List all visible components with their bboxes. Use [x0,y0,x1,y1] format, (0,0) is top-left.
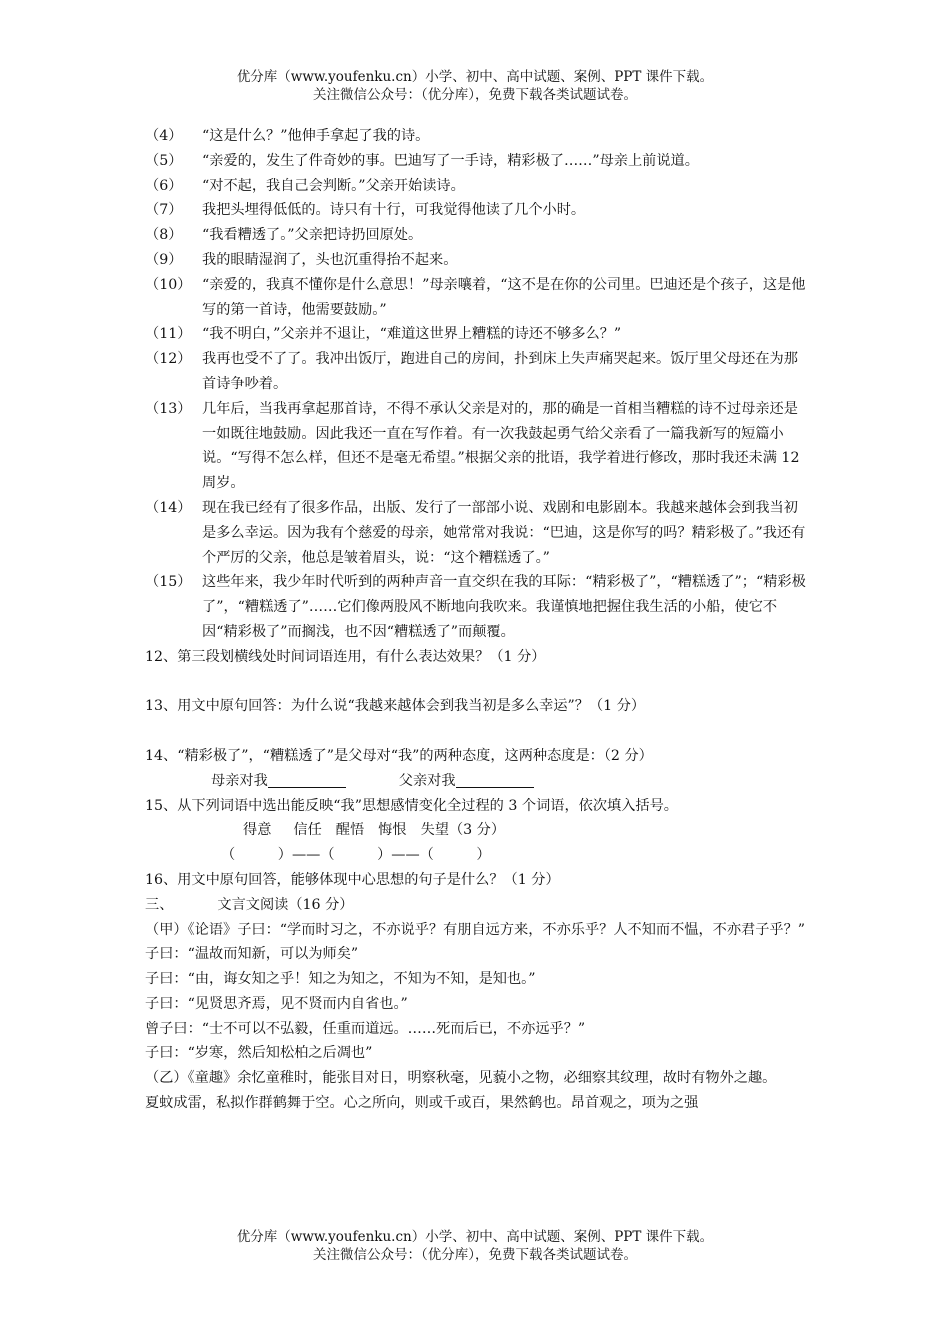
page-header [0,68,950,104]
paragraph-number: （4） [145,128,183,144]
header-line-2: 关注微信公众号：（优分库），免费下载各类试题试卷。 [313,87,637,103]
paragraph [145,397,810,496]
paragraph-text: “这是什么？”他伸手拿起了我的诗。 [202,128,430,144]
paragraph-number: （7） [145,202,183,219]
paragraph-number: （14） [145,499,192,516]
classical-text: 子曰：“温故而知新，可以为师矣” [145,946,359,963]
question-15-word-list [145,818,810,843]
paragraph-number: （6） [145,177,183,194]
paragraph [145,248,810,273]
header-line-1: 优分库（www.youfenku.cn）小学、初中、高中试题、案例、PPT 课件下载。 [236,69,714,85]
question-16: 16、用文中原句回答，能够体现中心思想的句子是什么？（1 分） [145,871,560,888]
paragraph-number: （15） [145,574,192,591]
father-label: 父亲对我 [398,772,456,789]
question-13: 13、用文中原句回答：为什么说“我越来越体会到我当初是多么幸运”？（1 分） [145,698,646,715]
paragraph-text: 我再也受不了了。我冲出饭厅，跑进自己的房间，扑到床上失声痛哭起来。饭厅里父母还在为那首诗争吵着。 [202,351,798,392]
paragraph-number: （5） [145,152,183,169]
paragraph-text: “对不起，我自己会判断。”父亲开始读诗。 [202,177,465,194]
classical-text: 曾子曰：“士不可以不弘毅，任重而道远。……死而后已，不亦远乎？” [145,1020,586,1037]
paragraph-number: （12） [145,351,192,368]
word-option: 得意 [243,822,272,839]
paragraph-number: （8） [145,227,183,244]
word-option: 悔恨 [378,822,407,839]
paragraph-text: 几年后，当我再拿起那首诗，不得不承认父亲是对的，那的确是一首相当糟糕的诗不过母亲还是一如既往地鼓励。因此我还一直在写作着。有一次我鼓起勇气给父亲看了一篇我新写的短篇小说。“写得不怎么样，但还不是毫无希望。”根据父亲的批语，我学着进行修改，那时我还未满 12 周岁。 [202,400,800,492]
footer-line-2: 关注微信公众号：（优分库），免费下载各类试题试卷。 [313,1247,637,1263]
mother-answer-blank[interactable] [268,771,346,788]
paragraph-number: （11） [145,326,192,343]
paragraph-number: （10） [145,276,192,293]
classical-text: 子曰：“岁寒，然后知松柏之后凋也” [145,1045,373,1062]
paragraph [145,149,810,174]
classical-text: 子曰：“由，诲女知之乎！知之为知之，不知为不知，是知也。” [145,971,536,988]
mother-label: 母亲对我 [211,772,268,789]
classical-text: （甲）《论语》子曰：“学而时习之，不亦说乎？有朋自远方来，不亦乐乎？人不知而不愠，不亦君子乎？” [145,921,806,938]
answer-space [145,670,810,695]
answer-space [145,719,810,744]
question-14-blanks [145,769,810,794]
paragraph-text: “我看糟透了。”父亲把诗扔回原处。 [202,227,423,244]
question-15-brackets: （ ）——（ ）——（ ） [221,847,491,864]
word-option: 醒悟 [335,822,365,839]
classical-text: （乙）《童趣》余忆童稚时，能张目对日，明察秋毫，见藐小之物，必细察其纹理，故时有物外之趣。 [145,1070,777,1087]
document-body [145,124,810,1116]
classical-text: 夏蚊成雷，私拟作群鹤舞于空。心之所向，则或千或百，果然鹤也。昂首观之，项为之强 [145,1095,699,1112]
paragraph [145,496,810,570]
footer-line-1: 优分库（www.youfenku.cn）小学、初中、高中试题、案例、PPT 课件下载。 [236,1229,714,1245]
paragraph [145,124,810,149]
paragraph [145,198,810,223]
page-footer [0,1228,950,1264]
paragraph-number: （13） [145,400,192,417]
paragraph-text: 我把头埋得低低的。诗只有十行，可我觉得他读了几个小时。 [202,202,586,219]
paragraph [145,322,810,347]
paragraph [145,570,810,644]
section-title: 文言文阅读（16 分） [217,896,354,913]
paragraph-number: （9） [145,251,183,268]
classical-text: 子曰：“见贤思齐焉，见不贤而内自省也。” [145,995,408,1012]
question-15: 15、从下列词语中选出能反映“我”思想感情变化全过程的 3 个词语，依次填入括号。 [145,797,678,814]
paragraph-text: “我不明白，”父亲并不退让，“难道这世界上糟糕的诗还不够多么？” [202,326,622,343]
paragraph-text: 我的眼睛湿润了，头也沉重得抬不起来。 [202,251,458,268]
paragraph [145,273,810,323]
paragraph-text: 这些年来，我少年时代听到的两种声音一直交织在我的耳际：“精彩极了”，“糟糕透了”；“精彩极了”，“糟糕透了”……它们像两股风不断地向我吹来。我谨慎地把握住我生活的小船，使它不因“精彩极了”而搁浅，也不因“糟糕透了”而颠覆。 [202,574,806,640]
father-answer-blank[interactable] [456,771,534,788]
paragraph [145,174,810,199]
word-option: 失望（3 分） [420,822,506,839]
question-14: 14、“精彩极了”，“糟糕透了”是父母对“我”的两种态度，这两种态度是：（2 分） [145,747,653,764]
word-option: 信任 [293,822,322,839]
paragraph-text: “亲爱的，发生了件奇妙的事。巴迪写了一手诗，精彩极了……”母亲上前说道。 [202,152,699,169]
section-3-heading [145,893,810,918]
paragraph-text: “亲爱的，我真不懂你是什么意思！”母亲嚷着，“这不是在你的公司里。巴迪还是个孩子，这是他写的第一首诗，他需要鼓励。” [202,276,806,318]
paragraph [145,223,810,248]
question-12: 12、第三段划横线处时间词语连用，有什么表达效果？（1 分） [145,648,546,665]
paragraph [145,347,810,397]
paragraph-text: 现在我已经有了很多作品，出版、发行了一部部小说、戏剧和电影剧本。我越来越体会到我当初是多么幸运。因为我有个慈爱的母亲，她常常对我说：“巴迪，这是你写的吗？精彩极了。”我还有个严厉的父亲，他总是皱着眉头，说：“这个糟糕透了。” [202,499,806,566]
section-number: 三、 [145,896,174,913]
